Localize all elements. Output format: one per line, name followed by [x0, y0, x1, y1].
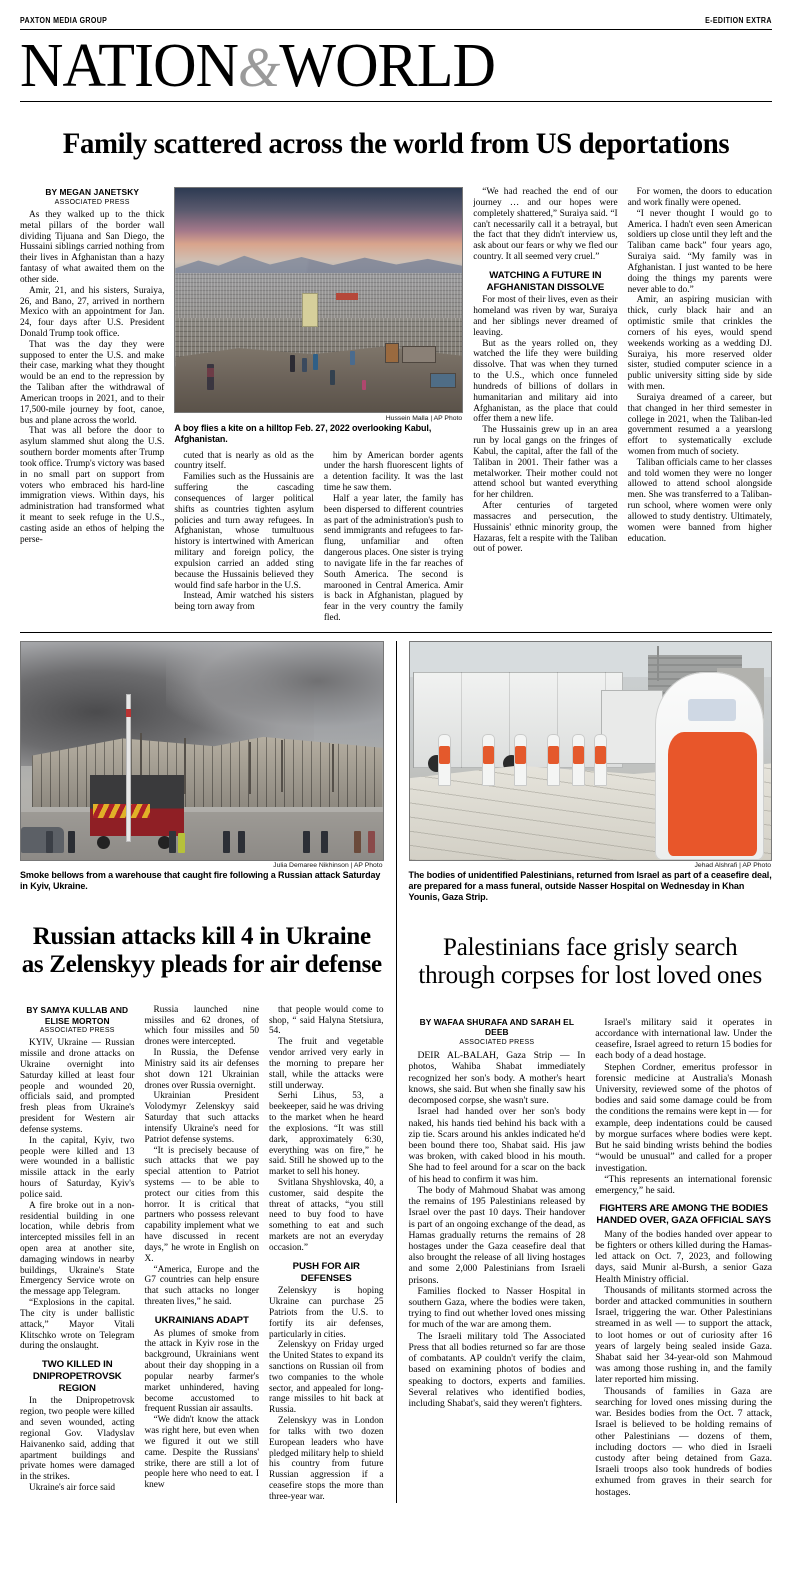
paragraph: that people would come to shop, “ said Halyna Stetsiura, 54. [269, 1004, 384, 1037]
paragraph: Svitlana Shyshlovska, 40, a customer, said despite the threat of attacks, “you still need to buy food to have something to eat and such markets are not an everyday occasion.” [269, 1178, 384, 1253]
lead-subcolumns [174, 451, 463, 624]
paragraph: Israel had handed over her son's body naked, his hands tied behind his back with a zip tie. Scars around his ankles indicated he'd been bound there too, Shabat said. His jaw was broken, with caked blood in his mouth. She had to feel around for a scar on the back of his head to confirm it was him. [408, 1106, 586, 1185]
paragraph: Suraiya dreamed of a career, but that changed in her third semester in college in 2021, when the Taliban-led government resumed a a yearslong effort to systematically exclude women from much of society. [627, 392, 773, 457]
lead-column-3 [324, 451, 463, 624]
paragraph: That was all before the door to asylum slammed shut along the U.S. southern border moments after Trump took office. Trump's victory was based in no small part on support from voters who embraced his hard-line immigration views. Within days, his administration had transformed what it meant to seek refuge in the U.S., casting aside an ethos of helping the perse- [20, 426, 165, 545]
ukraine-columns [20, 1005, 384, 1503]
person-figure [238, 831, 245, 853]
paragraph: That was the day they were supposed to enter the U.S. and make their case, marking what they thought would be an end to the repression by the Taliban after the withdrawal of American troops in 2021, and to their 17,500-mile journey by foot, canoe, bus and plane across the world. [20, 339, 165, 426]
paragraph: Thousands of militants stormed across the border and attacked communities in southern Israel, triggering the war. Other Palestinians streamed in as well — to support the attack, to loot homes or out of curiosity after 16 years of largely being sealed inside Gaza. Shabat said her 34-year-old son Mahmoud was among those rushing in, and the family later reported him missing. [595, 1284, 772, 1386]
person-figure [68, 831, 75, 853]
paragraph: For women, the doors to education and work finally were opened. [627, 187, 773, 208]
ukraine-subhead-1: TWO KILLED IN DNIPROPETROVSK REGION [32, 1359, 122, 1394]
paragraph: “I never thought I would go to America. I hadn't even seen American soldiers up close until they left and the Taliban came back” four years ago, Suraiya said. “My family was in Afghanistan. I just wanted to be here doing the things my parents were never able to do.” [627, 208, 773, 295]
folio-edition: E-EDITION EXTRA [705, 16, 772, 25]
worker-figure [514, 734, 527, 786]
person-figure [313, 354, 318, 370]
structural-beam [184, 738, 186, 795]
ukraine-story [20, 641, 384, 1503]
lead-subhead-1: WATCHING A FUTURE IN AFGHANISTAN DISSOLVE [486, 269, 605, 293]
worker-figure [438, 734, 451, 786]
gaza-columns [409, 1017, 773, 1498]
worker-figure [547, 734, 560, 786]
person-figure [321, 831, 328, 853]
person-figure [302, 358, 307, 372]
paragraph: The Israeli military told The Associated Press that all bodies returned so far are those of combatants. AP couldn't verify the claim, based on examining photos of bodies and speaking to doctors, experts and families. Several relatives who identified bodies, including Shabat's, said they weren't fighters. [408, 1330, 586, 1409]
person-figure [354, 831, 361, 853]
kyiv-warehouse-fire-photo [20, 641, 384, 861]
ukraine-photo-credit: Julia Demaree Nikhinson | AP Photo [273, 862, 383, 870]
paragraph: “This represents an international forensic emergency,” he said. [595, 1173, 772, 1196]
ukraine-subhead-3: PUSH FOR AIR DEFENSES [292, 1260, 360, 1284]
lead-photo-credit: Hussein Malla | AP Photo [385, 414, 463, 422]
ukraine-column-1 [20, 1005, 135, 1503]
gaza-headline: Palestinians face grisly search through corpses for lost loved ones [418, 933, 763, 989]
paragraph: Russia launched nine missiles and 62 drones, of which four missiles and 50 drones were intercepted. [144, 1004, 259, 1048]
paragraph: cuted that is nearly as old as the country itself. [174, 450, 314, 472]
paragraph: Amir, an aspiring musician with thick, curly black hair and an optimistic smile that crinkles the corners of his eyes, would spend weekends working as a wedding DJ. Suraiya, his more reserved older sister, studied computer science in a public university sitting side by side with men. [627, 295, 773, 393]
section-divider [20, 632, 772, 633]
masthead-ampersand: & [238, 37, 280, 99]
face-mask [688, 699, 736, 721]
paragraph: Thousands of families in Gaza are searching for loved ones missing during the war. Besides bodies from the Oct. 7 attack, Israel is believed to be holding remains of other Palestinians — dozens of them, including doctors — who died in Israeli custody after being detained from Gaza. Israeli troops also took hundreds of bodies exhumed from graves in their search for hostages. [595, 1385, 772, 1498]
person-figure-hi-vis [178, 833, 185, 853]
truck-cab [601, 690, 662, 764]
ukraine-headline: Russian attacks kill 4 in Ukraine as Zelenskyy pleads for air defense [21, 923, 382, 978]
paragraph: As they walked up to the thick metal pillars of the border wall dividing Tijuana and San Diego, the Hussaini siblings carried nothing from their lives in Afghanistan than a hazy fantasy of what awaited them on the other side. [20, 209, 165, 285]
paragraph: Zelenskyy was in London for talks with two dozen European leaders who have pledged military help to shield his country from future Russian aggression if a ceasefire stops the more than three-year war. [269, 1416, 384, 1502]
hillside-shelter [402, 346, 436, 363]
gaza-column-2 [595, 1017, 772, 1498]
paragraph: Amir, 21, and his sisters, Suraiya, 26, and Bano, 27, arrived in northern Mexico with an appointment for Jan. 24, four days after U.S. President Donald Trump took office. [20, 285, 165, 339]
foreground-worker-figure [655, 672, 763, 859]
paragraph: In the capital, Kyiv, two people were killed and 13 were wounded in a ballistic missile attack in the early hours of Saturday, Kyiv's police said. [20, 1135, 135, 1200]
paragraph: KYIV, Ukraine — Russian missile and drone attacks on Ukraine overnight into Saturday killed at least four people and wounded 20, officials said, and prompted fresh pleas from Ukraine's president for Western air defense systems. [20, 1038, 135, 1135]
paragraph: Israel's military said it operates in accordance with international law. Under the ceasefire, Israel agreed to return 15 bodies for each body of a dead hostage. [595, 1016, 772, 1062]
gaza-mass-funeral-photo [409, 641, 773, 861]
paragraph: Families flocked to Nasser Hospital in southern Gaza, where the bodies were taken, trying to find out whether loved ones missing for much of the war are among them. [408, 1285, 586, 1331]
paragraph: him by American border agents under the harsh fluorescent lights of a detention facility. It was the last time he saw them. [323, 450, 464, 494]
worker-figure [572, 734, 585, 786]
paragraph: DEIR AL-BALAH, Gaza Strip — In photos, Wahiba Shabat immediately recognized her son's body. A mother's heart knows, she said. But when she finally saw his decomposed corpse, she wasn't sure. [408, 1050, 586, 1107]
lead-byline: BY MEGAN JANETSKY [45, 187, 140, 198]
paragraph: A fire broke out in a non-residential building in one location, while debris from intercepted missiles fell in an open area at another site, damaging windows in nearby buildings, Ukraine's State Emergency Service wrote on the message app Telegram. [20, 1200, 135, 1298]
antenna-mast [657, 646, 659, 681]
paragraph: Ukraine's air force said [29, 1483, 116, 1493]
hillside-shelter [385, 343, 399, 363]
paragraph: Zelenskyy on Friday urged the United States to expand its sanctions on Russian oil from two companies to the whole sector, and appealed for long-range missiles to hit back at Russia. [269, 1340, 384, 1416]
paragraph: Stephen Cordner, emeritus professor in forensic medicine at Australia's Monash University, reviewed some of the photos of bodies and said some damage could be from the conditions the remains were kept in — for example, deep indentations could be caused by morgue surfaces where bodies were kept. But he said binding wrists behind the bodies “would be unusual” and called for a proper investigation. [595, 1061, 772, 1174]
parked-car [21, 827, 64, 853]
lead-byline-org: ASSOCIATED PRESS [54, 198, 130, 206]
gaza-story [409, 641, 773, 1503]
gaza-photo-credit: Jehad Alshrafi | AP Photo [694, 862, 771, 870]
paragraph: Taliban officials came to her classes and told women they were no longer allowed to attend school alongside men. She was transferred to a Taliban-run school, where women were only allowed to study dentistry. Ultimately, women were banned from higher education. [627, 457, 773, 544]
gaza-photo-caption: The bodies of unidentified Palestinians, returned from Israel as part of a ceasefire deal, are prepared for a mass funeral, outside Nasser Hospital on Wednesday in Khan Younis, Gaza Strip. [408, 870, 772, 903]
tall-building [302, 293, 318, 327]
ukraine-subhead-2: UKRAINIANS ADAPT [154, 1314, 249, 1326]
structural-beam [281, 740, 283, 792]
lead-story-columns [20, 187, 772, 624]
paragraph: In the Dnipropetrovsk region, two people were killed and seven wounded, acting regional Gov. Vladyslav Haivanenko said, adding that apartment buildings and private homes were damaged in the strikes. [20, 1396, 135, 1483]
ground [21, 812, 383, 860]
pull-quote-paragraph: “We had reached the end of our journey … and our hopes were completely shattered,” Suraiya said. “I can't necessarily call it a betrayal, but the fact that they didn't interview us, ask about our fears or why we fled our country. It all seemed very cruel.” [473, 187, 618, 263]
lead-headline: Family scattered across the world from US deportations [62, 126, 730, 160]
paragraph: The body of Mahmoud Shabat was among the remains of 195 Palestinians released by Israel over the past 10 days. Their handover is part of an ongoing exchange of the dead, as Hamas gradually returns the remains of 28 hostages under the Gaza ceasefire deal that also brought the release of all living hostages and some 2,000 Palestinians from Israeli prisons. [408, 1184, 586, 1286]
paragraph: The Hussainis grew up in an area run by local gangs on the fringes of Kabul, the capital, after the fall of the Taliban in 2001. Their father was a metalworker. Their mother could not attend school but wanted everything for her children. [473, 425, 618, 501]
masthead-title [20, 30, 749, 101]
paragraph: “We didn't know the attack was right here, but even when we figured it out we still came. Despite the Russians' strike, there are still a lot of people here who need to eat. I knew [144, 1415, 259, 1491]
ukraine-column-3 [269, 1005, 384, 1503]
paragraph: Zelenskyy is hoping Ukraine can purchase 25 Patriots from the U.S. to fortify its air defenses, particularly in cities. [269, 1286, 384, 1340]
person-figure [46, 831, 53, 853]
worker-figure [594, 734, 607, 786]
paragraph: Many of the bodies handed over appear to be fighters or others killed during the Hamas-led attack on Oct. 7, 2023, and following days, said Munir al-Bursh, a senior Gaza Health Ministry official. [595, 1228, 772, 1285]
paragraph: For most of their lives, even as their homeland was riven by war, Suraiya and her siblings never dreamed of leaving. [473, 295, 618, 338]
paragraph: Serhi Lihus, 53, a beekeeper, said he was driving to the market when he heard the explosions. “It was still dark, approximately 6:30, everything was on fire,” he said. Still he showed up to the market to sell his honey. [269, 1091, 384, 1178]
person-figure [223, 831, 230, 853]
gaza-subhead-1: FIGHTERS ARE AMONG THE BODIES HANDED OVER, GAZA OFFICIAL SAYS [596, 1203, 771, 1226]
hillside-shelter [430, 373, 456, 388]
masthead-part1: NATION [20, 32, 239, 100]
masthead-part2: WORLD [279, 32, 495, 100]
ukraine-byline: BY SAMYA KULLAB AND ELISE MORTON [26, 1004, 129, 1026]
person-figure [350, 351, 355, 365]
folio-bar [20, 0, 772, 30]
lead-photo-caption: A boy flies a kite on a hilltop Feb. 27, 2022 overlooking Kabul, Afghanistan. [174, 422, 432, 444]
paragraph: As plumes of smoke from the attack in Kyiv rose in the background, Ukrainians went about their day shopping in a popular nearby farmer's market unhindered, having become accustomed to frequent Russian air assaults. [144, 1328, 259, 1415]
person-figure [169, 831, 176, 853]
vertical-divider [396, 641, 397, 1503]
paragraph: Instead, Amir watched his sisters being torn away from [174, 591, 314, 613]
paragraph: Ukrainian President Volodymyr Zelenskyy said Saturday that such attacks intensify Ukraine's need for Patriot defense systems. [144, 1091, 259, 1145]
ukraine-byline-org: ASSOCIATED PRESS [39, 1027, 115, 1035]
person-figure [330, 370, 335, 385]
structural-beam [332, 744, 334, 792]
gaza-byline: BY WAFAA SHURAFA AND SARAH EL DEEB [419, 1016, 575, 1038]
person-figure [207, 364, 214, 390]
paragraph: “Explosions in the capital. The city is under ballistic attack,” Mayor Vitali Klitschko wrote on Telegram during the onslaught. [20, 1298, 135, 1352]
hazard-stripe [93, 804, 149, 817]
person-figure [290, 355, 295, 372]
smoke-plume [166, 642, 383, 740]
lead-column-5 [628, 187, 772, 624]
ukraine-photo-caption: Smoke bellows from a warehouse that caught fire following a Russian attack Saturday in Kyiv, Ukraine. [20, 870, 381, 892]
red-roof-building [336, 293, 358, 300]
gaza-column-1 [409, 1017, 586, 1498]
paragraph: “America, Europe and the G7 countries can help ensure that such attacks no longer threaten lives,” he said. [144, 1264, 259, 1308]
paragraph: Families such as the Hussainis are suffering the cascading consequences of larger political shifts as countries tighten asylum policies and turn away refugees. In Afghanistan, whose tumultuous history is intertwined with American military and foreign policy, the expulsion carried an added sting because the Hussainis believed they would find safe harbor in the U.S. [174, 472, 314, 591]
pole-marker [126, 709, 131, 717]
person-figure [368, 831, 375, 853]
person-figure [362, 380, 366, 390]
worker-figure [482, 734, 495, 786]
bottom-section [20, 641, 772, 1503]
paragraph: The fruit and vegetable vendor arrived very early in the morning to prepare her stall, while the attacks were still underway. [269, 1037, 384, 1091]
folio-publisher: PAXTON MEDIA GROUP [20, 16, 108, 25]
gaza-byline-org: ASSOCIATED PRESS [459, 1039, 535, 1047]
ukraine-column-2 [145, 1005, 260, 1503]
gaza-photo-figure [409, 641, 773, 903]
paragraph: In Russia, the Defense Ministry said its air defenses shot down 121 Ukrainian drones over Russia overnight. [144, 1048, 259, 1091]
lead-column-2-3 [174, 187, 463, 624]
paragraph: “It is precisely because of such attacks that we pay special attention to Patriot systems — to be able to protect our cities from this horror. It is critical that partners who possess relevant capability implement what we have discussed in recent days,” he wrote in English on X. [144, 1145, 259, 1264]
lead-photo-figure [174, 187, 463, 444]
lead-column-4 [473, 187, 617, 624]
lead-column-2 [174, 451, 313, 624]
masthead-rule [20, 101, 772, 102]
ukraine-photo-figure [20, 641, 384, 892]
paragraph: But as the years rolled on, they watched the life they were building dissolve. That was when they turned to the U.S., which once funneled hundreds of billions of dollars in humanitarian and military aid into Afghanistan, as the place that could offer them a new life. [473, 338, 618, 425]
structural-beam [249, 742, 251, 794]
person-figure [303, 831, 310, 853]
paragraph: After centuries of targeted massacres and persecution, the Hussainis' ethnic minority group, the Hazaras, felt a respite with the Taliban out of power. [473, 501, 618, 555]
paragraph: Half a year later, the family has been dispersed to different countries as part of the administration's push to send immigrants and refugees to far-flung, unfamiliar and often dangerous places. One sister is trying to navigate life in the far reaches of South America. The second is marooned in Central America. Amir is back in Afghanistan, plagued by fear in the very country the family fled. [323, 493, 464, 623]
lead-column-1 [20, 187, 164, 624]
truck-wheel [97, 836, 110, 849]
fire-truck [90, 775, 184, 836]
kabul-hilltop-photo [174, 187, 463, 413]
